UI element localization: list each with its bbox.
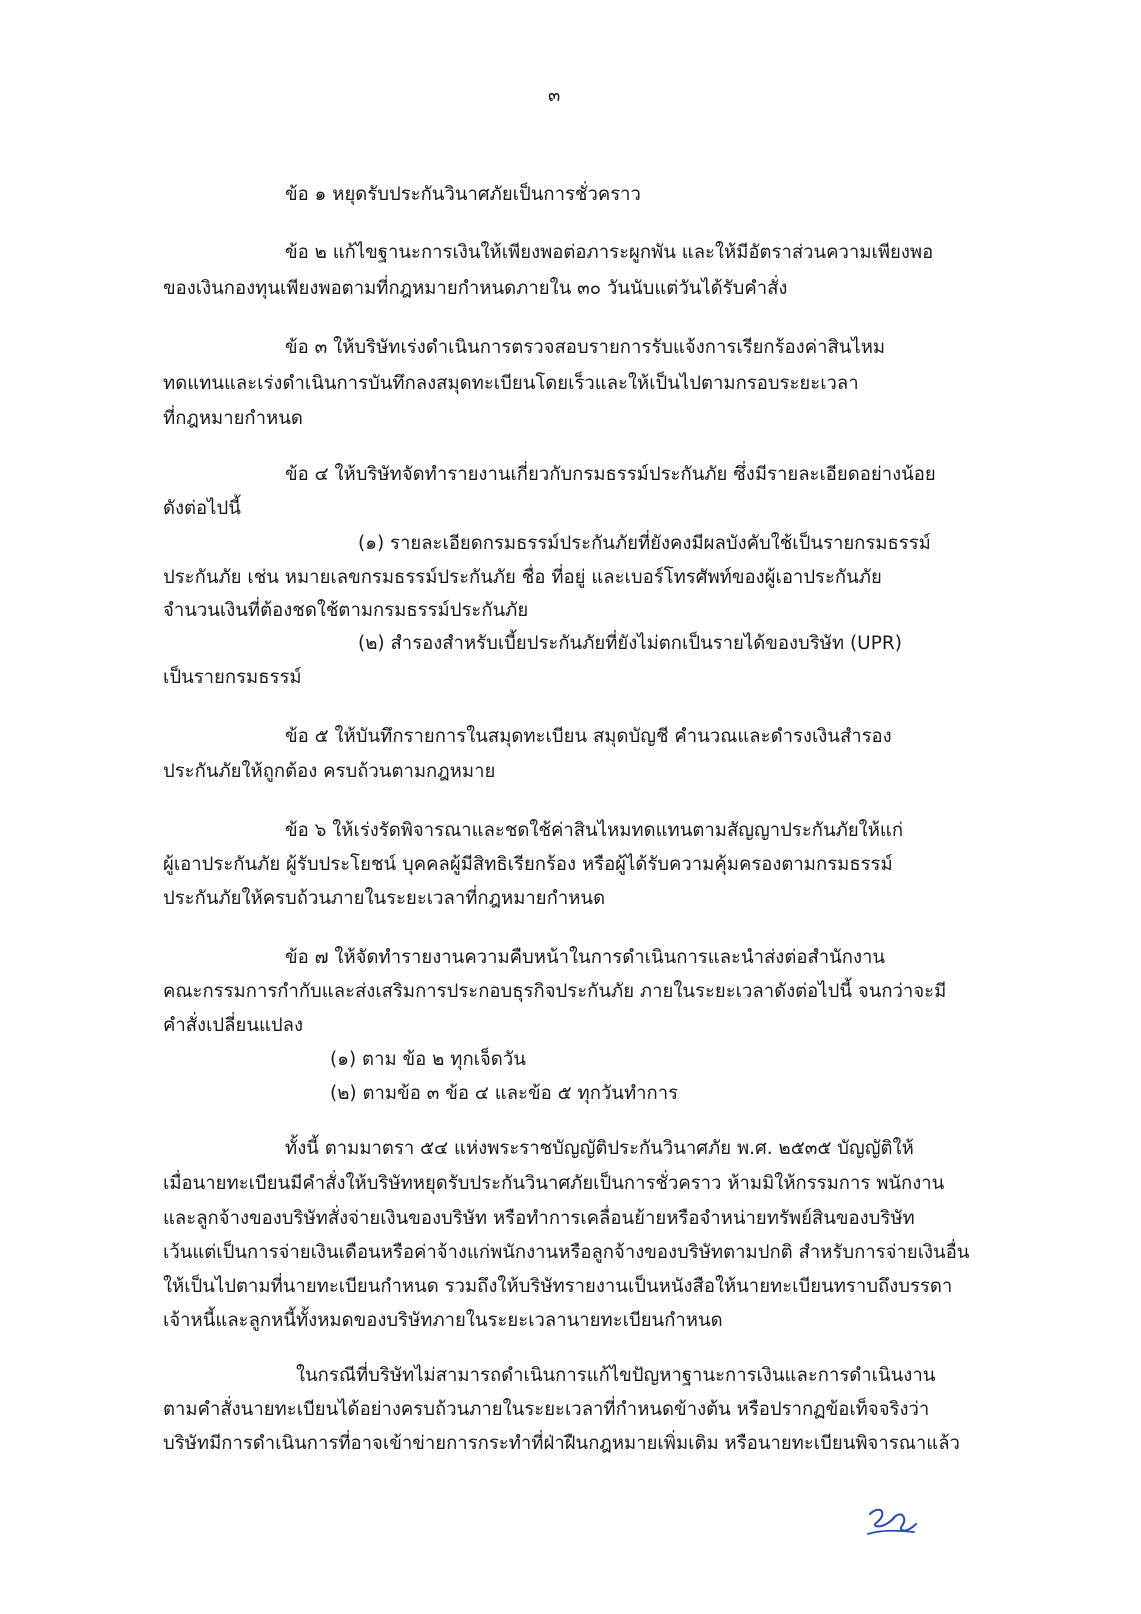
clause-4-item-2-line-2: เป็นรายกรมธรรม์: [163, 667, 302, 688]
clause-2-line-1: ข้อ ๒ แก้ไขฐานะการเงินให้เพียงพอต่อภาระผูกพัน และให้มีอัตราส่วนความเพียงพอ: [285, 242, 934, 263]
clause-4-item-1-line-2: ประกันภัย เช่น หมายเลขกรมธรรม์ประกันภัย ชื่อ ที่อยู่ และเบอร์โทรศัพท์ของผู้เอาประกันภัย: [163, 567, 882, 588]
clause-2-line-2: ของเงินกองทุนเพียงพอตามที่กฎหมายกำหนดภายใน ๓๐ วันนับแต่วันได้รับคำสั่ง: [163, 278, 788, 299]
clause-5-line-1: ข้อ ๕ ให้บันทึกรายการในสมุดทะเบียน สมุดบัญชี คำนวณและดำรงเงินสำรอง: [285, 726, 892, 747]
clause-1: ข้อ ๑ หยุดรับประกันวินาศภัยเป็นการชั่วคราว: [285, 184, 641, 205]
paragraph-2-line-2: ตามคำสั่งนายทะเบียนได้อย่างครบถ้วนภายในระยะเวลาที่กำหนดข้างต้น หรือปรากฏข้อเท็จจริงว่า: [163, 1399, 930, 1420]
clause-7-item-2: (๒) ตามข้อ ๓ ข้อ ๔ และข้อ ๕ ทุกวันทำการ: [330, 1083, 679, 1104]
clause-3-line-3: ที่กฎหมายกำหนด: [163, 408, 303, 429]
page-number: ๓: [548, 85, 561, 106]
clause-4-item-2-line-1: (๒) สำรองสำหรับเบี้ยประกันภัยที่ยังไม่ตกเป็นรายได้ของบริษัท (UPR): [358, 633, 902, 654]
paragraph-1-line-4: เว้นแต่เป็นการจ่ายเงินเดือนหรือค่าจ้างแก่พนักงานหรือลูกจ้างของบริษัทตามปกติ สำหรับการจ่ายเงินอื่น: [163, 1242, 970, 1263]
clause-4-line-2: ดังต่อไปนี้: [163, 498, 241, 519]
clause-3-line-2: ทดแทนและเร่งดำเนินการบันทึกลงสมุดทะเบียนโดยเร็วและให้เป็นไปตามกรอบระยะเวลา: [163, 373, 859, 394]
clause-4-item-1-line-3: จำนวนเงินที่ต้องชดใช้ตามกรมธรรม์ประกันภัย: [163, 600, 529, 621]
paragraph-1-line-1: ทั้งนี้ ตามมาตรา ๕๔ แห่งพระราชบัญญัติประกันวินาศภัย พ.ศ. ๒๕๓๕ บัญญัติให้: [285, 1138, 914, 1159]
clause-3-line-1: ข้อ ๓ ให้บริษัทเร่งดำเนินการตรวจสอบรายการรับแจ้งการเรียกร้องค่าสินไหม: [285, 337, 886, 358]
paragraph-2-line-3: บริษัทมีการดำเนินการที่อาจเข้าข่ายการกระทำที่ฝ่าฝืนกฎหมายเพิ่มเติม หรือนายทะเบียนพิจารณาแล้ว: [163, 1433, 960, 1454]
clause-6-line-3: ประกันภัยให้ครบถ้วนภายในระยะเวลาที่กฎหมายกำหนด: [163, 888, 606, 909]
paragraph-1-line-5: ให้เป็นไปตามที่นายทะเบียนกำหนด รวมถึงให้บริษัทรายงานเป็นหนังสือให้นายทะเบียนทราบถึงบรรดา: [163, 1276, 953, 1297]
paragraph-1-line-3: และลูกจ้างของบริษัทสั่งจ่ายเงินของบริษัท หรือทำการเคลื่อนย้ายหรือจำหน่ายทรัพย์สินของบริษัท: [163, 1208, 915, 1229]
clause-4-item-1-line-1: (๑) รายละเอียดกรมธรรม์ประกันภัยที่ยังคงมีผลบังคับใช้เป็นรายกรมธรรม์: [358, 533, 931, 554]
clause-6-line-1: ข้อ ๖ ให้เร่งรัดพิจารณาและชดใช้ค่าสินไหมทดแทนตามสัญญาประกันภัยให้แก่: [285, 820, 904, 841]
paragraph-2-line-1: ในกรณีที่บริษัทไม่สามารถดำเนินการแก้ไขปัญหาฐานะการเงินและการดำเนินงาน: [296, 1365, 936, 1386]
clause-7-line-3: คำสั่งเปลี่ยนแปลง: [163, 1015, 304, 1036]
clause-4-line-1: ข้อ ๔ ให้บริษัทจัดทำรายงานเกี่ยวกับกรมธรรม์ประกันภัย ซึ่งมีรายละเอียดอย่างน้อย: [285, 464, 936, 485]
clause-5-line-2: ประกันภัยให้ถูกต้อง ครบถ้วนตามกฎหมาย: [163, 761, 496, 782]
paragraph-1-line-6: เจ้าหนี้และลูกหนี้ทั้งหมดของบริษัทภายในระยะเวลานายทะเบียนกำหนด: [163, 1310, 723, 1331]
clause-6-line-2: ผู้เอาประกันภัย ผู้รับประโยชน์ บุคคลผู้มีสิทธิเรียกร้อง หรือผู้ได้รับความคุ้มครองตามกรมธรรม์: [163, 854, 893, 875]
clause-7-item-1: (๑) ตาม ข้อ ๒ ทุกเจ็ดวัน: [330, 1049, 526, 1070]
signature-initials: [862, 1500, 920, 1542]
clause-7-line-1: ข้อ ๗ ให้จัดทำรายงานความคืบหน้าในการดำเนินการและนำส่งต่อสำนักงาน: [285, 947, 886, 968]
paragraph-1-line-2: เมื่อนายทะเบียนมีคำสั่งให้บริษัทหยุดรับประกันวินาศภัยเป็นการชั่วคราว ห้ามมิให้กรรมการ พนักงาน: [163, 1173, 945, 1194]
clause-7-line-2: คณะกรรมการกำกับและส่งเสริมการประกอบธุรกิจประกันภัย ภายในระยะเวลาดังต่อไปนี้ จนกว่าจะมี: [163, 981, 947, 1002]
